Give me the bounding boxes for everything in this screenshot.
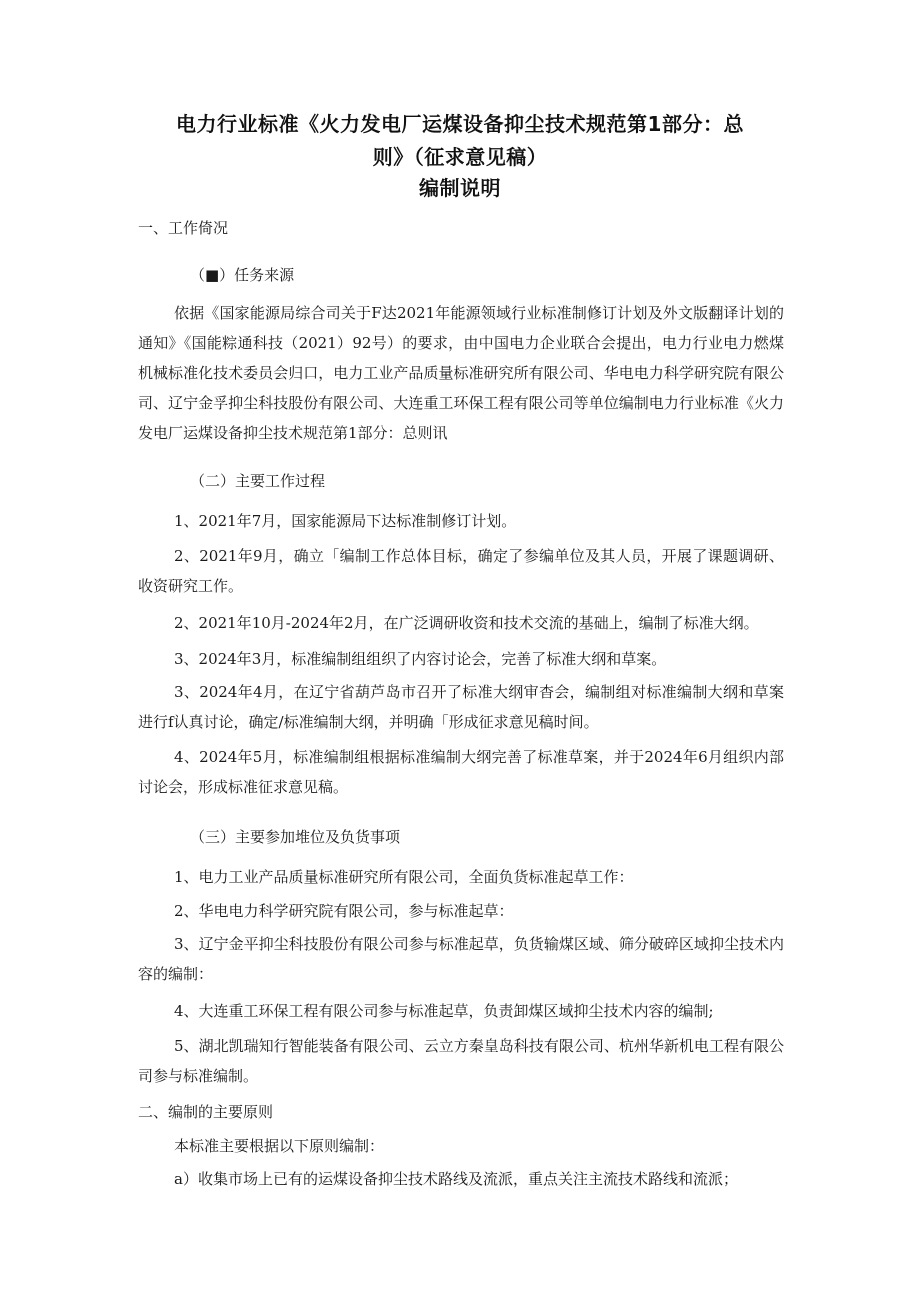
participant-item: 4、大连重工环保工程有限公司参与标准起草，负责卸煤区域抑尘技术内容的编制; bbox=[174, 1002, 714, 1020]
document-title-line1: 电力行业标准《火力发电厂运煤设备抑尘技术规范第1部分：总 bbox=[176, 112, 744, 136]
work-process-item: 2、2021年10月-2024年2月，在广泛调研收资和技术交流的基础上，编制了标准大纲。 bbox=[174, 614, 759, 632]
participant-item: 5、湖北凯瑞知行智能装备有限公司、云立方秦皇岛科技有限公司、杭州华新机电工程有限公司参与标准编制。 bbox=[138, 1037, 784, 1085]
document-title-line2: 则》（征求意见稿） bbox=[372, 145, 548, 169]
participant-item: 2、华电电力科学研究院有限公司，参与标准起草： bbox=[174, 902, 514, 920]
section-heading-principles: 二、编制的主要原则 bbox=[138, 1103, 274, 1121]
section-heading-work-status: 一、工作倚况 bbox=[138, 219, 229, 237]
document-subtitle: 编制说明 bbox=[419, 176, 501, 200]
task-source-paragraph: 依据《国家能源局综合司关于F达2021年能源领域行业标准制修订计划及外文版翻译计划的通知》《国能粽通科技（2021）92号）的要求，由中国电力企业联合会提出，电力行业电力燃煤机械标准化技术委员会归口，电力工业产品质量标准研究所有限公司、华电电力科学研究院有限公司、辽宁金孚抑尘科技股份有限公司、大连重工环保工程有限公司等单位编制电力行业标准《火力发电厂运煤设备抑尘技术规范第1部分：总则讯 bbox=[138, 304, 784, 442]
work-process-item: 2、2021年9月，确立「编制工作总体目标，确定了参编单位及其人员，开展了课题调研、收资研究工作。 bbox=[138, 547, 784, 595]
principles-intro: 本标准主要根据以下原则编制： bbox=[174, 1137, 385, 1155]
participant-item: 1、电力工业产品质量标准研究所有限公司，全面负货标准起草工作： bbox=[174, 868, 634, 886]
subsection-heading-task-source: （■）任务来源 bbox=[190, 266, 295, 284]
principle-item: a）收集市场上已有的运煤设备抑尘技术路线及流派，重点关注主流技术路线和流派； bbox=[174, 1170, 738, 1188]
work-process-item: 4、2024年5月，标准编制组根据标准编制大纲完善了标准草案，并于2024年6月组织内部讨论会，形成标准征求意见稿。 bbox=[138, 748, 784, 796]
subsection-heading-participants: （三）主要参加堆位及负货事项 bbox=[190, 828, 401, 846]
work-process-item: 3、2024年3月，标准编制组组织了内容讨论会，完善了标准大纲和草案。 bbox=[174, 650, 667, 668]
work-process-item: 1、2021年7月，国家能源局下达标准制修订计划。 bbox=[174, 512, 517, 530]
participant-item: 3、辽宁金平抑尘科技股份有限公司参与标准起草，负货输煤区域、筛分破碎区域抑尘技术内容的编制： bbox=[138, 935, 784, 983]
subsection-heading-work-process: （二）主要工作过程 bbox=[190, 472, 326, 490]
work-process-item: 3、2024年4月，在辽宁省葫芦岛市召开了标准大纲审杳会，编制组对标准编制大纲和草案进行f认真讨论，确定/标准编制大纲，并明确「形成征求意见稿时间。 bbox=[138, 683, 784, 731]
